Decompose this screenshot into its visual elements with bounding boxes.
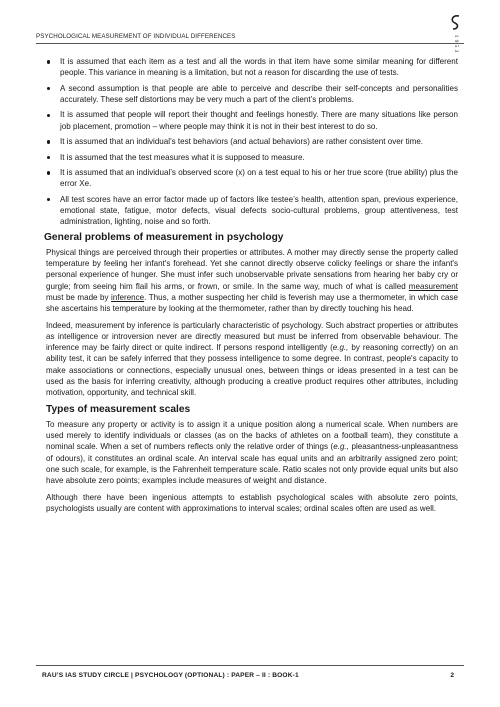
bullet-icon xyxy=(47,198,50,201)
institute-logo xyxy=(446,14,464,56)
section-heading-general-problems: General problems of measurement in psychology xyxy=(44,231,284,243)
bullet-icon xyxy=(47,140,50,143)
svg-text:1: 1 xyxy=(453,34,459,38)
bullet-icon xyxy=(47,60,50,63)
paragraph: Physical things are perceived through their properties or attributes. A mother may directly sense the property called temperature by feeling her infant's forehead. Yet she cannot directly observe colicky feelings or share the infant's personal experience of hunger. She must infer such unobservable private sensations from hearing her baby cry or gurgle; from seeing him flail his arms, or frown, or smile. In the same way, much of what is called measurement must be made by inference. Thus, a mother suspecting her child is feverish may use a thermometer, in which case she ascertains his temperature by looking at the thermometer, rather than by directly touching his head. xyxy=(46,247,458,313)
list-item: All test scores have an error factor made up of factors like testee’s health, attention span, previous experience, emotional state, fatigue, motor defects, visual defects socio-cultural problems, group attentiveness, test administration, lighting, noise and so forth. xyxy=(46,194,458,228)
svg-text:3: 3 xyxy=(453,49,459,53)
assumptions-list xyxy=(46,56,458,227)
bullet-icon xyxy=(47,171,50,174)
list-item: It is assumed that each item as a test and all the words in that item have some similar meaning for different people. This variance in meaning is a limitation, but not a reason for discarding the use of tests. xyxy=(46,56,458,78)
list-item: It is assumed that the test measures what it is supposed to measure. xyxy=(46,152,458,163)
bullet-icon xyxy=(47,114,50,117)
section-heading-scales: Types of measurement scales xyxy=(46,403,191,415)
paragraph: To measure any property or activity is to assign it a unique position along a numerical scale. When numbers are used merely to identify individuals or classes (as on the backs of athletes on a football team), they constitute a nominal scale. When a set of numbers reflects only the relative order of things (e.g., pleasantness-unpleasantness of odours), it constitutes an ordinal scale. An interval scale has equal units and an arbitrarily assigned zero point; one such scale, for example, is the Fahrenheit temperature scale. Ratio scales not only provide equal units but also have absolute zero points; examples include measures of weight and distance. xyxy=(46,419,458,485)
page-header xyxy=(36,28,464,53)
footer-text: RAU’S IAS STUDY CIRCLE | PSYCHOLOGY (OPTIONAL) : PAPER – II : BOOK-1 xyxy=(42,672,299,679)
paragraph: Although there have been ingenious attempts to establish psychological scales with absolute zero points, psychologists usually are content with approximations to interval scales; ordinal scales often are used as well. xyxy=(46,492,458,513)
header-title: PSYCHOLOGICAL MEASUREMENT OF INDIVIDUAL DIFFERENCES xyxy=(36,33,236,40)
list-item: A second assumption is that people are able to perceive and describe their self-concepts and personalities accurately. These self distortions may be very much a part of the client’s problems. xyxy=(46,83,458,105)
svg-text:9: 9 xyxy=(453,39,459,43)
paragraph: Indeed, measurement by inference is particularly characteristic of psychology. Such abstract properties or attributes as intelligence or introversion never are directly measured but must be inferred from observable behaviour. The inference may be fairly direct or quite indirect. If persons respond intelligently (e.g., by reasoning correctly) on an ability test, it can be safely inferred that they possess intelligence to some degree. In contrast, people's capacity to make associations or connections, especially unusual ones, between things or ideas presented in a test can be used as the basis for inferring creativity, although producing a creative product requires other attributes, including motivation, opportunity, and technical skill. xyxy=(46,320,458,397)
list-item: It is assumed that an individual’s test behaviors (and actual behaviors) are rather consistent over time. xyxy=(46,136,458,147)
bullet-icon xyxy=(47,87,50,90)
page-content xyxy=(46,56,458,520)
page-footer xyxy=(36,665,464,681)
list-item: It is assumed that an individual’s observed score (x) on a test equal to his or her true score (true ability) plus the error Xe. xyxy=(46,167,458,189)
list-item: It is assumed that people will report their thought and feelings honestly. There are many situations like person job placement, promotion – where people may think it is not in their best interest to do so. xyxy=(46,109,458,131)
bullet-icon xyxy=(47,156,50,159)
page-number: 2 xyxy=(450,672,454,679)
svg-text:5: 5 xyxy=(453,44,459,48)
